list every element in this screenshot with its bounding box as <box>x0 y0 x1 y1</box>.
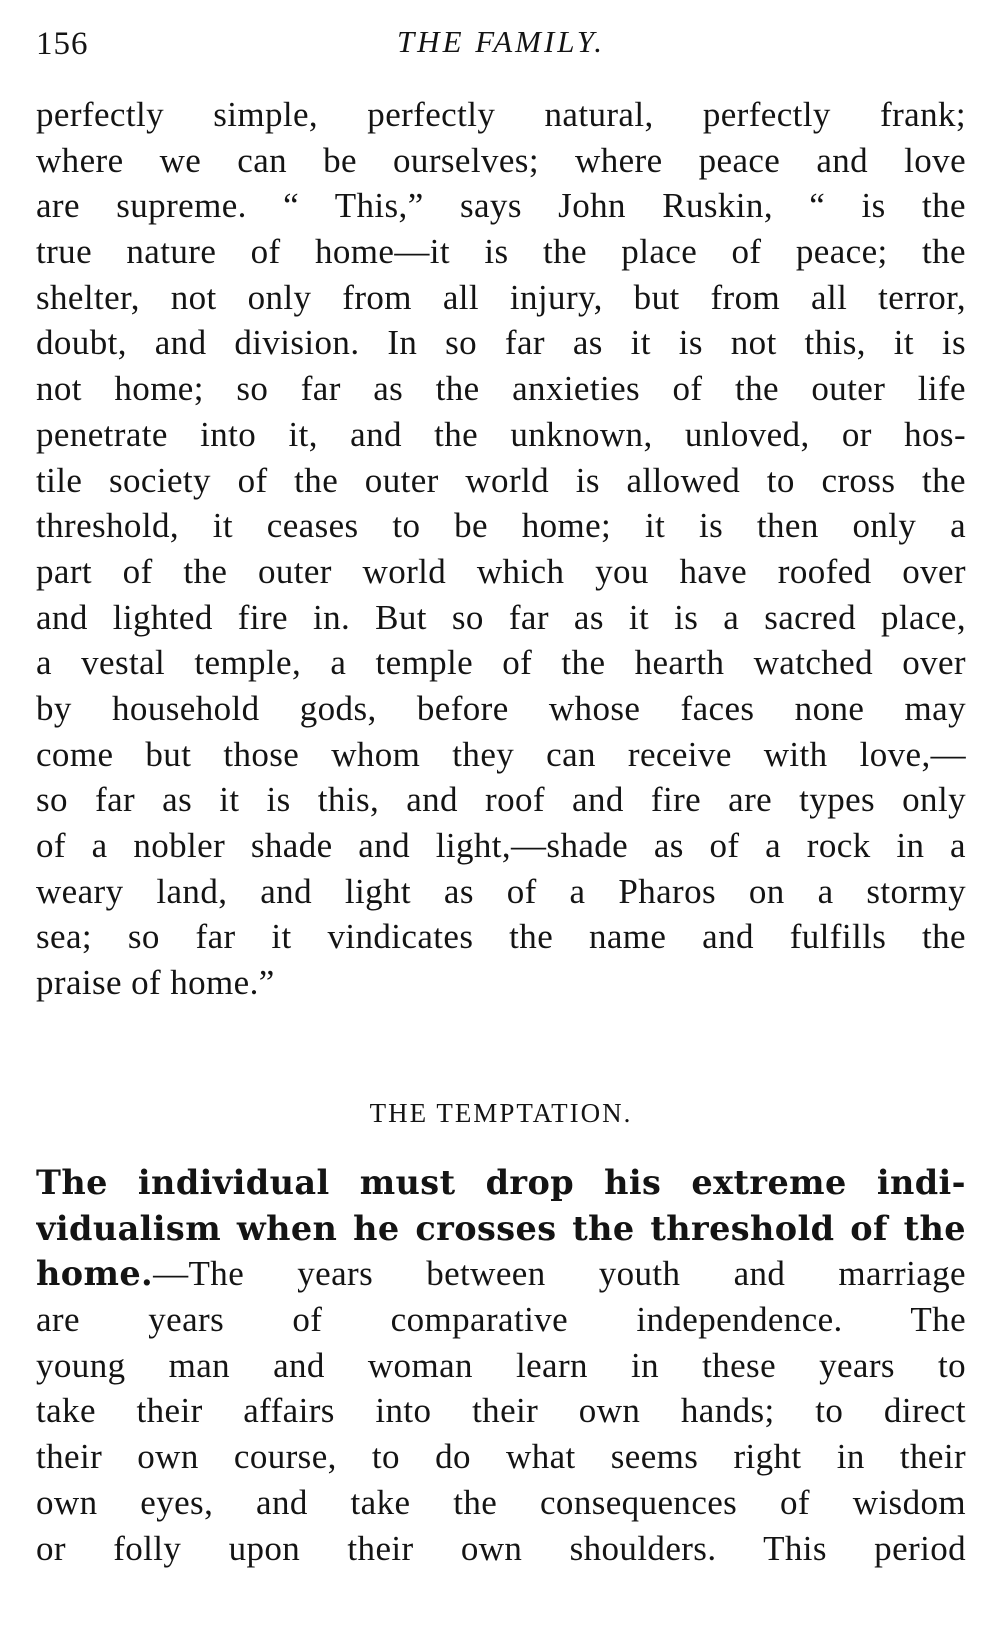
bold-lead-word: home. <box>36 1254 154 1294</box>
page-number: 156 <box>36 26 89 62</box>
text-line: perfectly simple, perfectly natural, perfectly frank; <box>36 95 966 134</box>
running-title: THE FAMILY. <box>396 24 606 59</box>
text-line: and lighted fire in. But so far as it is a sacred place, <box>36 597 966 637</box>
text-line: take their affairs into their own hands; to direct <box>36 1391 966 1431</box>
bold-lead-line: vidualism when he crosses the threshold of the <box>36 1208 966 1248</box>
text-line: by household gods, before whose faces none may <box>36 688 966 728</box>
text-line: tile society of the outer world is allowed to cross the <box>36 460 966 500</box>
text-line: their own course, to do what seems right in their <box>36 1437 966 1477</box>
text-line: threshold, it ceases to be home; it is then only a <box>36 506 966 546</box>
text-line: sea; so far it vindicates the name and fulfills the <box>36 917 966 957</box>
running-head <box>36 24 966 74</box>
text-line: praise of home.” <box>36 963 275 1003</box>
section-heading: THE TEMPTATION. <box>369 1098 633 1128</box>
paragraph-ruskin-quote <box>36 92 966 1006</box>
text-line: shelter, not only from all injury, but from all terror, <box>36 277 966 317</box>
paragraph-temptation <box>36 1160 966 1571</box>
text-line: own eyes, and take the consequences of wisdom <box>36 1482 966 1522</box>
text-line: penetrate into it, and the unknown, unloved, or hos- <box>36 414 966 454</box>
text-run: —The years between youth and marriage <box>153 1254 966 1294</box>
text-line: young man and woman learn in these years to <box>36 1345 966 1385</box>
text-line: not home; so far as the anxieties of the outer life <box>36 369 966 409</box>
text-line: true nature of home—it is the place of peace; the <box>36 232 966 272</box>
text-line: are years of comparative independence. The <box>36 1300 966 1340</box>
text-line: are supreme. “ This,” says John Ruskin, “ is the <box>36 186 966 226</box>
text-line: a vestal temple, a temple of the hearth watched over <box>36 643 966 683</box>
bold-lead-line: The individual must drop his extreme indi- <box>36 1163 966 1202</box>
text-line: weary land, and light as of a Pharos on a stormy <box>36 871 966 911</box>
text-line <box>36 1251 966 1297</box>
text-line: of a nobler shade and light,—shade as of a rock in a <box>36 826 966 865</box>
text-line: part of the outer world which you have roofed over <box>36 551 966 591</box>
text-line: so far as it is this, and roof and fire are types only <box>36 780 966 820</box>
text-line: doubt, and division. In so far as it is not this, it is <box>36 323 966 363</box>
text-line: where we can be ourselves; where peace and love <box>36 140 966 180</box>
text-line: or folly upon their own shoulders. This period <box>36 1528 966 1568</box>
text-line: come but those whom they can receive with love,— <box>36 734 966 774</box>
